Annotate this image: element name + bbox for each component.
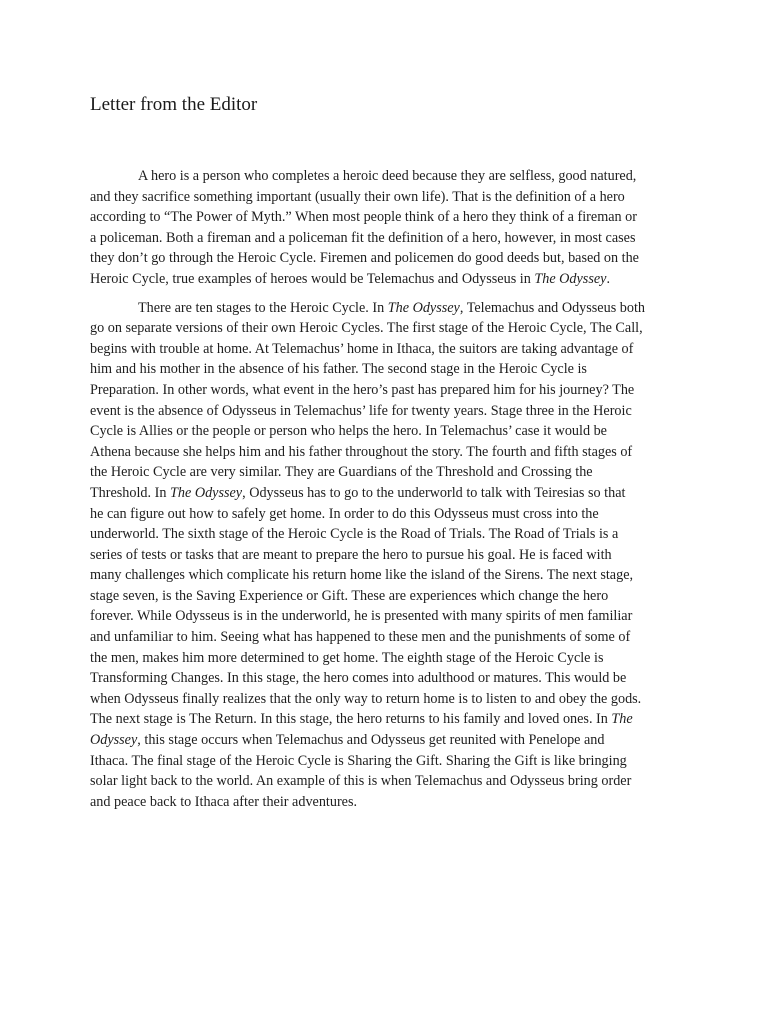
page-title: Letter from the Editor — [90, 94, 258, 115]
text-line: solar light back to the world. An example of this is when Telemachus and Odysseus bring order — [90, 773, 632, 790]
text-line: event is the absence of Odysseus in Telemachus’ life for twenty years. Stage three in the Heroic — [90, 402, 632, 419]
paragraph-2 — [90, 298, 680, 813]
text-line: Cycle is Allies or the people or person who helps the hero. In Telemachus’ case it would be — [90, 423, 607, 440]
text-line: Preparation. In other words, what event in the hero’s past has prepared him for his journey? The — [90, 381, 635, 398]
text-line: Ithaca. The final stage of the Heroic Cycle is Sharing the Gift. Sharing the Gift is like bringing — [90, 752, 627, 769]
text-line: forever. While Odysseus is in the underworld, he is presented with many spirits of men familiar — [90, 608, 633, 625]
text-line: and unfamiliar to him. Seeing what has happened to these men and the punishments of some of — [90, 629, 631, 646]
book-title: The Odyssey — [534, 270, 607, 287]
text-line: There are ten stages to the Heroic Cycle. In The Odyssey, Telemachus and Odysseus both — [138, 299, 645, 316]
text-line: Transforming Changes. In this stage, the hero comes into adulthood or matures. This would be — [90, 670, 627, 687]
text-line: he can figure out how to safely get home. In order to do this Odysseus must cross into the — [90, 505, 599, 522]
text-line: and they sacrifice something important (usually their own life). That is the definition of a hero — [90, 188, 625, 205]
text-line: many challenges which complicate his return home like the island of the Sirens. The next stage, — [90, 567, 634, 584]
text-line: him and his mother in the absence of his father. The second stage in the Heroic Cycle is — [90, 361, 587, 378]
text-line: A hero is a person who completes a heroic deed because they are selfless, good natured, — [138, 168, 637, 184]
book-title: The Odyssey — [387, 299, 460, 316]
text-line: stage seven, is the Saving Experience or Gift. These are experiences which change the hero — [90, 587, 609, 604]
text-line: the Heroic Cycle are very similar. They are Guardians of the Threshold and Crossing the — [90, 464, 593, 481]
text-line: Heroic Cycle, true examples of heroes would be Telemachus and Odysseus in The Odyssey. — [90, 270, 610, 287]
text-line: Threshold. In The Odyssey, Odysseus has to go to the underworld to talk with Teiresias so that — [90, 484, 626, 501]
text-line: go on separate versions of their own Heroic Cycles. The first stage of the Heroic Cycle, The Call, — [90, 320, 643, 337]
text-line: according to “The Power of Myth.” When most people think of a hero they think of a fireman or — [90, 209, 637, 226]
text-line: Odyssey, this stage occurs when Telemachus and Odysseus get reunited with Penelope and — [90, 732, 605, 749]
text-line: series of tests or tasks that are meant to prepare the hero to pursue his goal. He is faced with — [90, 546, 612, 563]
paragraph-1 — [90, 166, 680, 290]
letter-body — [90, 166, 680, 820]
text-line: underworld. The sixth stage of the Heroic Cycle is the Road of Trials. The Road of Trials is a — [90, 526, 619, 543]
text-line: begins with trouble at home. At Telemachus’ home in Ithaca, the suitors are taking advantage of — [90, 340, 634, 357]
text-line: they don’t go through the Heroic Cycle. Firemen and policemen do good deeds but, based on the — [90, 250, 639, 267]
text-line: a policeman. Both a fireman and a policeman fit the definition of a hero, however, in most cases — [90, 229, 636, 246]
text-line: the men, makes him more determined to get home. The eighth stage of the Heroic Cycle is — [90, 649, 604, 666]
text-line: and peace back to Ithaca after their adventures. — [90, 793, 358, 810]
text-line: when Odysseus finally realizes that the only way to return home is to listen to and obey the gods. — [90, 690, 642, 707]
book-title: The Odyssey — [170, 484, 243, 501]
book-title: The — [611, 711, 633, 728]
text-line: Athena because she helps him and his father throughout the story. The fourth and fifth stages of — [90, 443, 633, 460]
book-title: Odyssey — [90, 732, 138, 749]
text-line: The next stage is The Return. In this stage, the hero returns to his family and loved ones. In The — [90, 711, 633, 728]
